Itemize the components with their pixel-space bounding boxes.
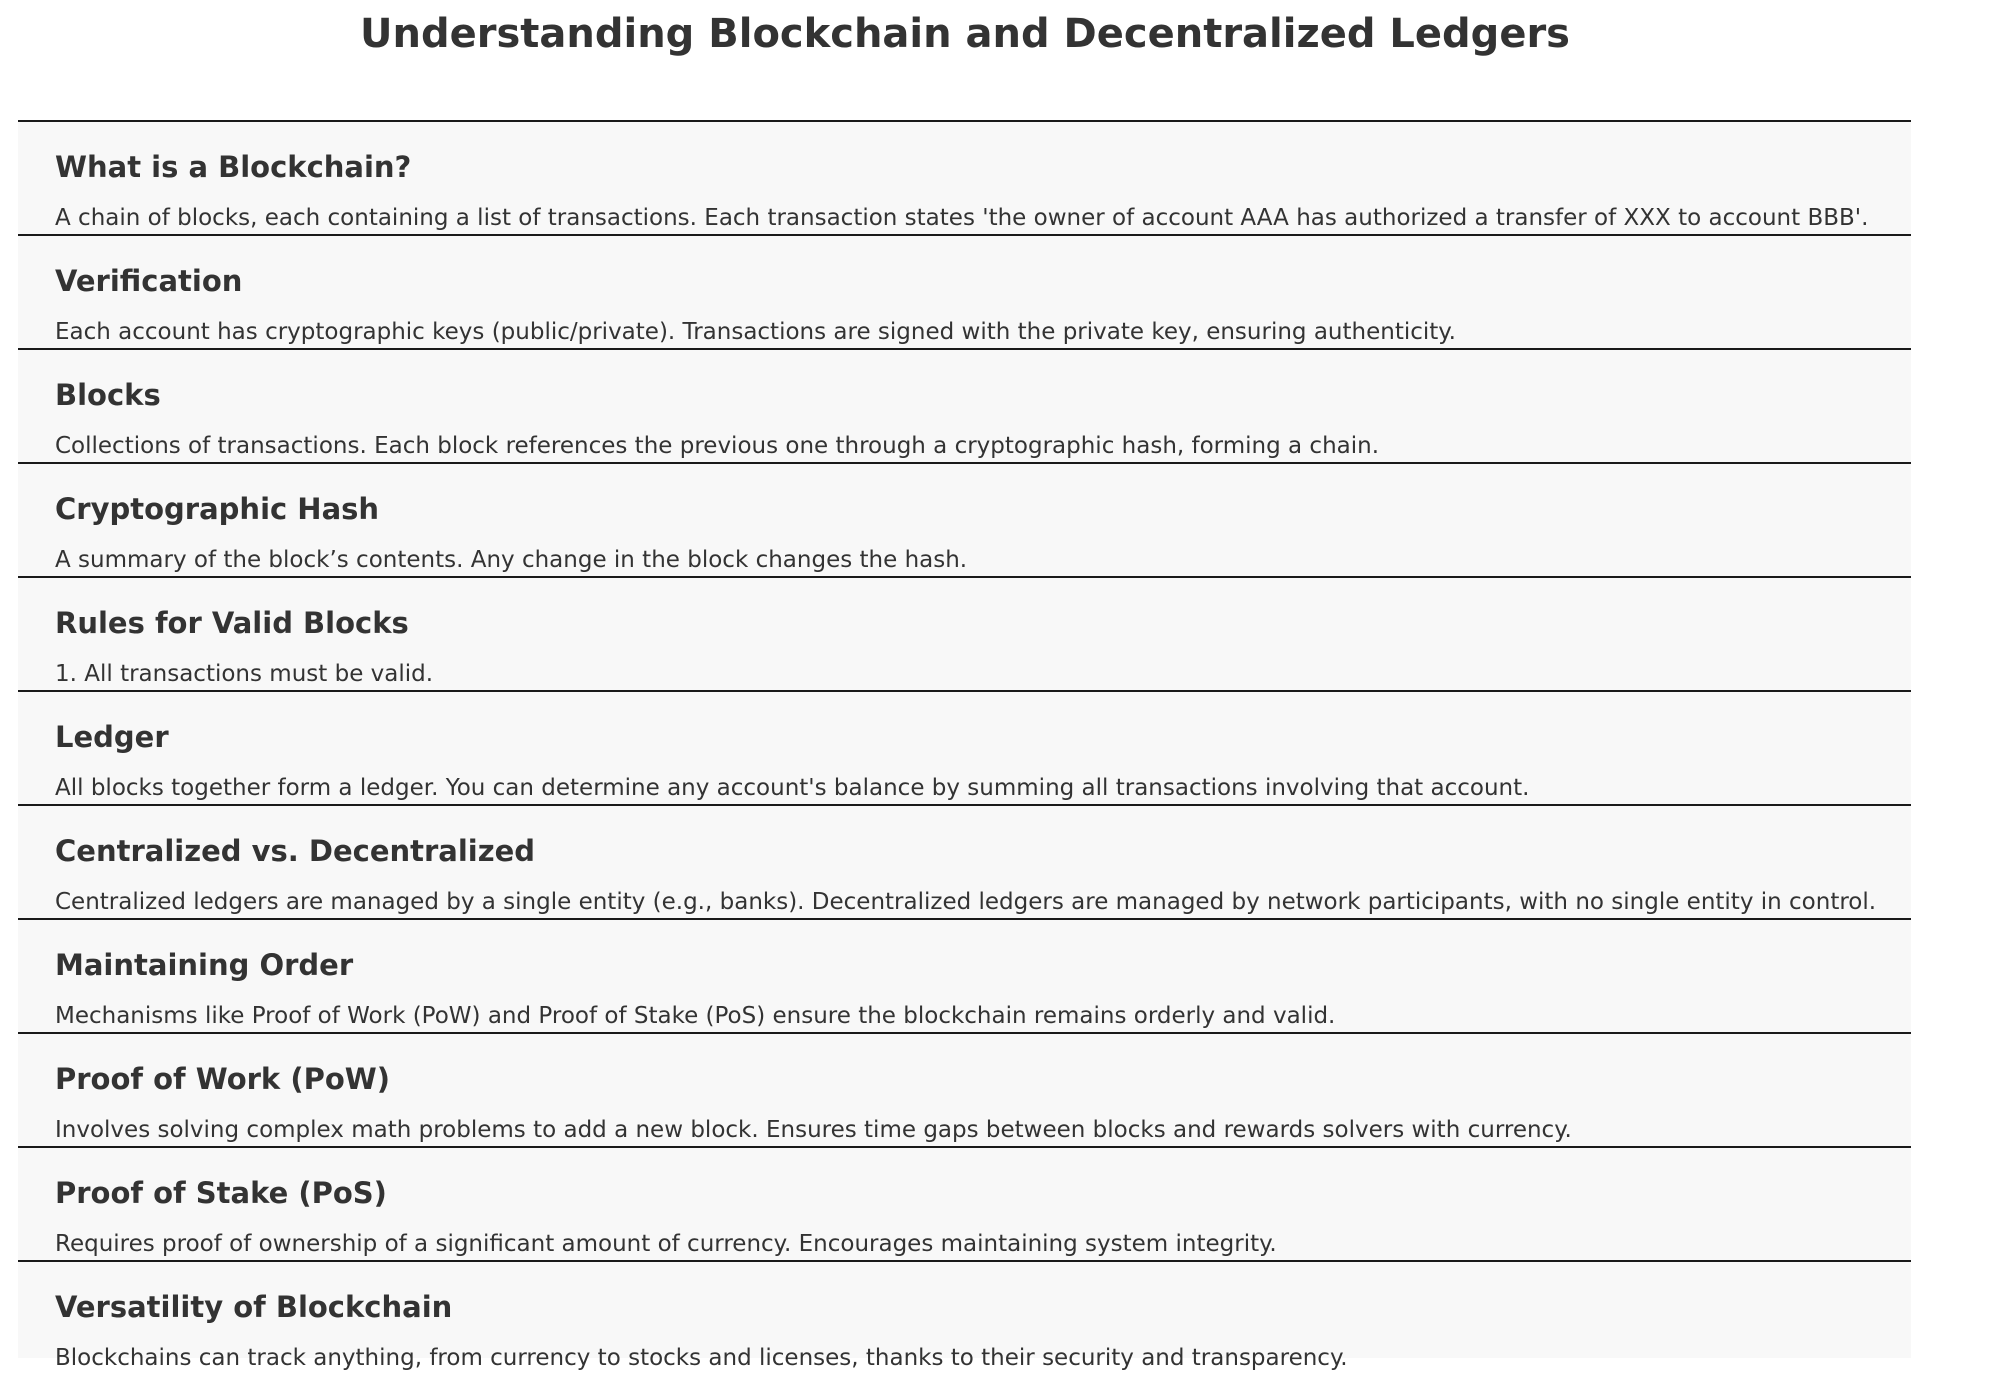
page-title: Understanding Blockchain and Decentralized Ledgers (360, 11, 1570, 57)
section-heading: Rules for Valid Blocks (55, 606, 409, 640)
section-heading: Verification (55, 264, 243, 298)
section-heading: Proof of Stake (PoS) (55, 1176, 387, 1210)
section-heading: Maintaining Order (55, 948, 354, 982)
section-body: 1. All transactions must be valid. (55, 661, 434, 687)
section-maintaining-order (18, 918, 1911, 1032)
section-body: Mechanisms like Proof of Work (PoW) and Proof of Stake (PoS) ensure the blockchain remains orderly and valid. (55, 1003, 1336, 1029)
section-heading: Versatility of Blockchain (55, 1290, 453, 1324)
section-rules-valid-blocks (18, 576, 1911, 690)
section-heading: Blocks (55, 378, 161, 412)
section-proof-of-work (18, 1032, 1911, 1146)
section-verification (18, 234, 1911, 348)
section-heading: Centralized vs. Decentralized (55, 834, 536, 868)
section-body: Centralized ledgers are managed by a single entity (e.g., banks). Decentralized ledgers are managed by network participants, with no single entity in control. (55, 889, 1877, 915)
section-versatility (18, 1260, 1911, 1371)
section-heading: Proof of Work (PoW) (55, 1062, 390, 1096)
section-proof-of-stake (18, 1146, 1911, 1260)
section-body: All blocks together form a ledger. You can determine any account's balance by summing all transactions involving that account. (55, 775, 1530, 801)
section-body: Each account has cryptographic keys (public/private). Transactions are signed with the private key, ensuring authenticity. (55, 319, 1456, 345)
section-body: A summary of the block’s contents. Any change in the block changes the hash. (55, 547, 968, 573)
section-heading: Cryptographic Hash (55, 492, 380, 526)
section-ledger (18, 690, 1911, 804)
section-what-is-blockchain (18, 120, 1911, 234)
section-centralized-vs-decentralized (18, 804, 1911, 918)
section-heading: What is a Blockchain? (55, 150, 412, 184)
section-cryptographic-hash (18, 462, 1911, 576)
section-body: Involves solving complex math problems to add a new block. Ensures time gaps between blocks and rewards solvers with currency. (55, 1117, 1572, 1143)
section-body: Blockchains can track anything, from currency to stocks and licenses, thanks to their security and transparency. (55, 1345, 1348, 1371)
section-heading: Ledger (55, 720, 169, 754)
section-body: Requires proof of ownership of a significant amount of currency. Encourages maintaining system integrity. (55, 1231, 1277, 1257)
section-blocks (18, 348, 1911, 462)
section-body: Collections of transactions. Each block references the previous one through a cryptographic hash, forming a chain. (55, 433, 1380, 459)
section-body: A chain of blocks, each containing a list of transactions. Each transaction states 'the owner of account AAA has authorized a transfer of XXX to account BBB'. (55, 205, 1869, 231)
